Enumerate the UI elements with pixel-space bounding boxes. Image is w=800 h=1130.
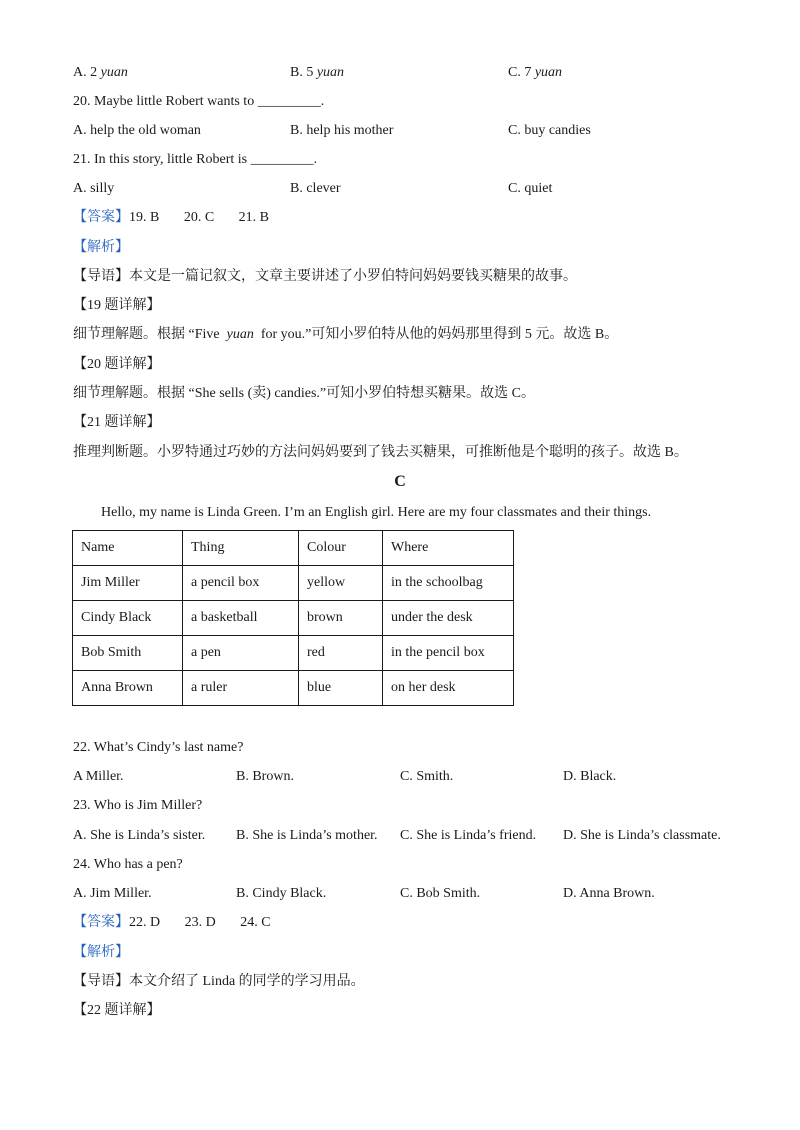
table-cell: Cindy Black	[73, 601, 183, 636]
q20-stem: 20. Maybe little Robert wants to _________.	[73, 94, 325, 109]
header-cell: Where	[383, 531, 514, 566]
q23-option-d: D. She is Linda’s classmate.	[563, 828, 721, 843]
table-row	[73, 636, 514, 671]
table-cell: on her desk	[383, 671, 514, 706]
table-cell: Anna Brown	[73, 671, 183, 706]
answer-values: 22. D 23. D 24. C	[129, 915, 271, 930]
q21-option-c: C. quiet	[508, 181, 553, 196]
q19-option-c: C. 7 yuan	[508, 65, 563, 80]
guide-text: 【导语】本文介绍了 Linda 的同学的学习用品。	[73, 974, 365, 989]
q22-stem: 22. What’s Cindy’s last name?	[73, 740, 244, 755]
q24-option-a: A. Jim Miller.	[73, 886, 152, 901]
q22-detail-title: 【22 题详解】	[73, 1003, 161, 1018]
table-header-row	[73, 531, 514, 566]
q21-detail-text: 推理判断题。小罗特通过巧妙的方法问妈妈要到了钱去买糖果，可推断他是个聪明的孩子。故选 B。	[73, 445, 688, 460]
table-cell: a ruler	[183, 671, 299, 706]
q20-option-a: A. help the old woman	[73, 123, 201, 138]
q21-option-a: A. silly	[73, 181, 115, 196]
classmates-table	[72, 530, 514, 706]
table-cell: in the schoolbag	[383, 566, 514, 601]
section-intro: Hello, my name is Linda Green. I’m an English girl. Here are my four classmates and their things.	[101, 505, 652, 520]
answer-values: 19. B 20. C 21. B	[129, 210, 270, 225]
analysis-label: 【解析】	[73, 240, 129, 255]
answer-line-2	[73, 914, 271, 932]
q23-stem: 23. Who is Jim Miller?	[73, 798, 203, 813]
q19-option-a: A. 2 yuan	[73, 65, 128, 80]
guide-text: 【导语】本文是一篇记叙文，文章主要讲述了小罗伯特问妈妈要钱买糖果的故事。	[73, 269, 577, 284]
table-cell: red	[299, 636, 383, 671]
q21-option-b: B. clever	[290, 181, 341, 196]
table-cell: yellow	[299, 566, 383, 601]
table-cell: brown	[299, 601, 383, 636]
q20-option-c: C. buy candies	[508, 123, 591, 138]
q21-stem: 21. In this story, little Robert is _________.	[73, 152, 318, 167]
q19-detail-title: 【19 题详解】	[73, 298, 161, 313]
q23-option-b: B. She is Linda’s mother.	[236, 828, 378, 843]
q24-option-c: C. Bob Smith.	[400, 886, 481, 901]
table-cell: Jim Miller	[73, 566, 183, 601]
header-cell: Thing	[183, 531, 299, 566]
table-cell: Bob Smith	[73, 636, 183, 671]
q24-option-d: D. Anna Brown.	[563, 886, 655, 901]
table-cell: a pen	[183, 636, 299, 671]
table-cell: blue	[299, 671, 383, 706]
table-cell: under the desk	[383, 601, 514, 636]
q23-option-c: C. She is Linda’s friend.	[400, 828, 537, 843]
q24-stem: 24. Who has a pen?	[73, 857, 183, 872]
table-row	[73, 566, 514, 601]
q20-option-b: B. help his mother	[290, 123, 394, 138]
q19-option-b: B. 5 yuan	[290, 65, 345, 80]
q23-option-a: A. She is Linda’s sister.	[73, 828, 206, 843]
q22-option-a: A Miller.	[73, 769, 124, 784]
header-cell: Colour	[299, 531, 383, 566]
header-cell: Name	[73, 531, 183, 566]
table-cell: in the pencil box	[383, 636, 514, 671]
table-row	[73, 671, 514, 706]
table-cell: a basketball	[183, 601, 299, 636]
answer-label: 【答案】	[73, 210, 129, 225]
q19-detail-text: 细节理解题。根据 “Five yuan for you.”可知小罗伯特从他的妈妈那里得到 5 元。故选 B。	[73, 327, 619, 342]
analysis-label: 【解析】	[73, 945, 129, 960]
q22-option-d: D. Black.	[563, 769, 617, 784]
table-row	[73, 601, 514, 636]
q22-option-c: C. Smith.	[400, 769, 454, 784]
q24-option-b: B. Cindy Black.	[236, 886, 327, 901]
q20-detail-title: 【20 题详解】	[73, 357, 161, 372]
answer-line-1	[73, 209, 269, 227]
q21-detail-title: 【21 题详解】	[73, 415, 161, 430]
q22-option-b: B. Brown.	[236, 769, 294, 784]
table-cell: a pencil box	[183, 566, 299, 601]
q20-detail-text: 细节理解题。根据 “She sells (卖) candies.”可知小罗伯特想买糖果。故选 C。	[73, 386, 535, 401]
answer-label: 【答案】	[73, 915, 129, 930]
section-title: C	[394, 473, 406, 490]
